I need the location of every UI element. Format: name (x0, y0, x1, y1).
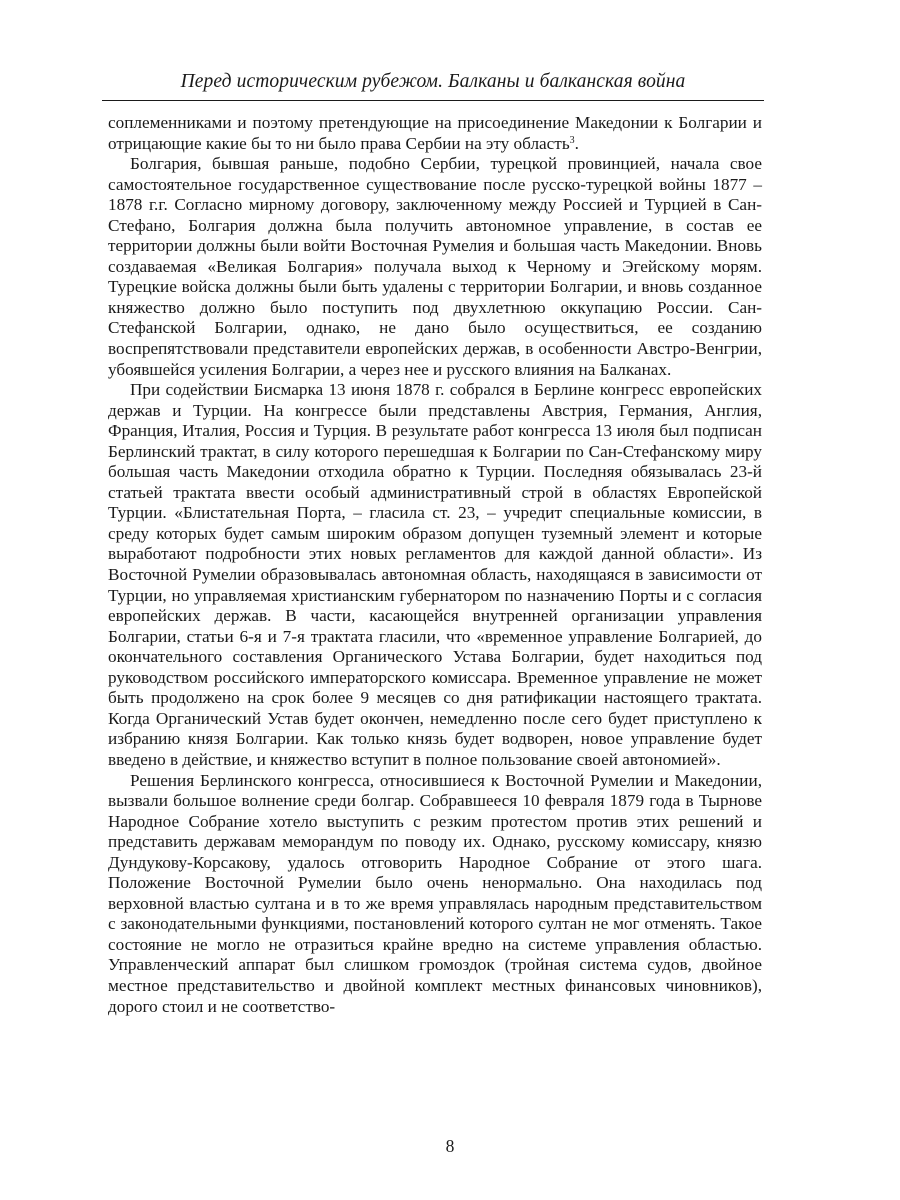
paragraph-4: Решения Берлинского конгресса, относившиеся к Восточной Румелии и Македонии, вызвали большое волнение среди болгар. Собравшееся 10 февраля 1879 года в Тырнове Народное Собрание хотело выступить с резким протестом против этих решений и представить державам меморандум по поводу их. Однако, русскому комиссару, князю Дундукову-Корсакову, удалось отговорить Народное Собрание от этого шага. Положение Восточной Румелии было очень ненормально. Она находилась под верховной властью султана и в то же время управлялась народным представительством с законодательными функциями, постановлений которого султан не мог отменять. Такое состояние не могло не отразиться крайне вредно на системе управления областью. Управленческий аппарат был слишком громоздок (тройная система судов, двойное местное представительство и двойной комплект местных финансовых чиновников), дорого стоил и не соответство- (108, 770, 762, 1016)
paragraph-1 (108, 113, 762, 154)
page-number: 8 (445, 1136, 455, 1156)
paragraph-3: При содействии Бисмарка 13 июня 1878 г. собрался в Берлине конгресс европейских держав и Турции. На конгрессе были представлены Австрия, Германия, Англия, Франция, Италия, Россия и Турция. В результате работ конгресса 13 июля был подписан Берлинский трактат, в силу которого перешедшая к Болгарии по Сан-Стефанскому миру большая часть Македонии отходила обратно к Турции. Последняя обязывалась 23-й статьей трактата ввести особый административный строй в областях Европейской Турции. «Блистательная Порта, – гласила ст. 23, – учредит специальные комиссии, в среду которых будет самым широким образом допущен туземный элемент и которые выработают подробности этих новых регламентов для каждой данной области». Из Восточной Румелии образовывалась автономная область, находящаяся в зависимости от Турции, но управляемая христианским губернатором по назначению Порты и с согласия европейских держав. В части, касающейся внутренней организации управления Болгарии, статьи 6-я и 7-я трактата гласили, что «временное управление Болгарией, до окончательного составления Органического Устава Болгарии, будет находиться под руководством российского императорского комиссара. Временное управление не может быть продолжено на срок более 9 месяцев со дня ратификации настоящего трактата. Когда Органический Устав будет окончен, немедленно после сего будет приступлено к избранию князя Болгарии. Как только князь будет водворен, новое управление будет введено в действие, и княжество вступит в полное пользование своей автономией». (108, 380, 762, 769)
header-rule (102, 100, 764, 101)
paragraph-1-tail: . (574, 133, 579, 153)
running-header: Перед историческим рубежом. Балканы и балканская война (180, 71, 686, 92)
paragraph-1-text: соплеменниками и поэтому претендующие на присоединение Македонии к Болгарии и отрицающие какие бы то ни было права Сербии на эту область (108, 113, 762, 153)
paragraph-2: Болгария, бывшая раньше, подобно Сербии, турецкой провинцией, начала свое самостоятельное государственное существование после русско-турецкой войны 1877 – 1878 г.г. Согласно мирному договору, заключенному между Россией и Турцией в Сан-Стефано, Болгария должна была получить автономное управление, в состав ее территории должны были войти Восточная Румелия и большая часть Македонии. Вновь создаваемая «Великая Болгария» получала выход к Черному и Эгейскому морям. Турецкие войска должны были быть удалены с территории Болгарии, и вновь созданное княжество должно было поступить под двухлетнюю оккупацию России. Сан-Стефанской Болгарии, однако, не дано было осуществиться, ее созданию воспрепятствовали представители европейских держав, в особенности Австро-Венгрии, убоявшейся усиления Болгарии, а через нее и русского влияния на Балканах. (108, 154, 762, 379)
body-text (108, 113, 762, 1017)
footnote-marker: 3 (569, 134, 575, 146)
